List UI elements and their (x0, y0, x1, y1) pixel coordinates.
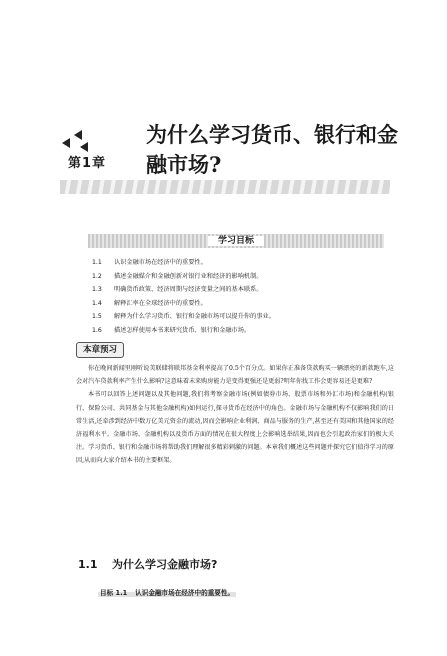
objective-text: 明确货币政策、经济周期与经济变量之间的基本联系。 (114, 286, 263, 293)
objective-text: 解释汇率在全球经济中的重要性。 (114, 299, 207, 307)
chapter-heading (60, 118, 400, 188)
section-number: 1.1 (78, 558, 98, 571)
arrow-left-icon (80, 142, 88, 152)
objective-number: 1.6 (92, 326, 102, 334)
objective-number: 1.4 (92, 299, 102, 307)
objectives-header: 学习目标 (208, 236, 264, 246)
section-heading (78, 556, 217, 572)
preview-tag: 本章预习 (76, 342, 124, 358)
preview-body (76, 362, 394, 468)
objective-text: 描述金融媒介和金融创新对银行业和经济的影响机制。 (114, 272, 263, 280)
objective-text: 描述怎样使用本书来研究货币、银行和金融市场。 (114, 326, 251, 334)
objective-number: 1.3 (92, 286, 102, 293)
objective-item (92, 283, 392, 297)
decorative-banner (60, 180, 390, 194)
objective-item (92, 256, 392, 270)
preview-paragraph: 你在晚间新闻里刚听说美联储将联邦基金利率提高了0.5个百分点。如果你正准备贷款购买一辆漂亮的新款跑车,这会对汽车贷款利率产生什么影响?这意味着未来购房能力是变得更强还是更弱?明年你找工作会更容易还是更难? (76, 365, 394, 386)
arrow-left-icon (62, 138, 70, 148)
section-title: 为什么学习金融市场? (112, 558, 218, 571)
objective-number: 1.1 (92, 259, 102, 266)
objective-item (92, 297, 392, 311)
objectives-list (92, 256, 392, 337)
learning-goal (98, 587, 236, 597)
objectives-header-bar (88, 234, 384, 248)
objective-item (92, 270, 392, 284)
objective-number: 1.2 (92, 272, 102, 280)
chapter-label: 第1章 (68, 156, 107, 171)
objective-text: 解释为什么学习货币、银行和金融市场可以提升你的事业。 (114, 313, 275, 320)
arrow-left-icon (74, 130, 82, 140)
objective-item (92, 310, 392, 324)
goal-label: 目标 1.1 (100, 589, 128, 597)
goal-text: 认识金融市场在经济中的重要性。 (135, 589, 235, 597)
objective-number: 1.5 (92, 313, 102, 320)
objective-text: 认识金融市场在经济中的重要性。 (114, 259, 207, 266)
chapter-title: 为什么学习货币、银行和金融市场? (146, 122, 398, 177)
preview-paragraph: 本书可以回答上述问题以及其他问题,我们将考察金融市场(例如债券市场、股票市场和外汇市场)和金融机构(银行、保险公司、共同基金与其他金融机构)如何运行,探寻货币在经济中的角色。金融市场与金融机构不仅影响我们的日常生活,还牵涉到经济中数万亿美元资金的流动,因而会影响企业利润、商品与服务的生产,甚至还有美国和其他国家的经济福利水平。金融市场、金融机构以及货币方面的情况在很大程度上会影响选举结果,因而也会引起政治家们的极大关注。学习货币、银行和金融市场将帮助我们理解很多精彩刺激的问题。本章我们概述这些问题并探究它们值得学习的原因,从而向大家介绍本书的主要框架。 (76, 391, 394, 465)
objective-item (92, 324, 392, 338)
